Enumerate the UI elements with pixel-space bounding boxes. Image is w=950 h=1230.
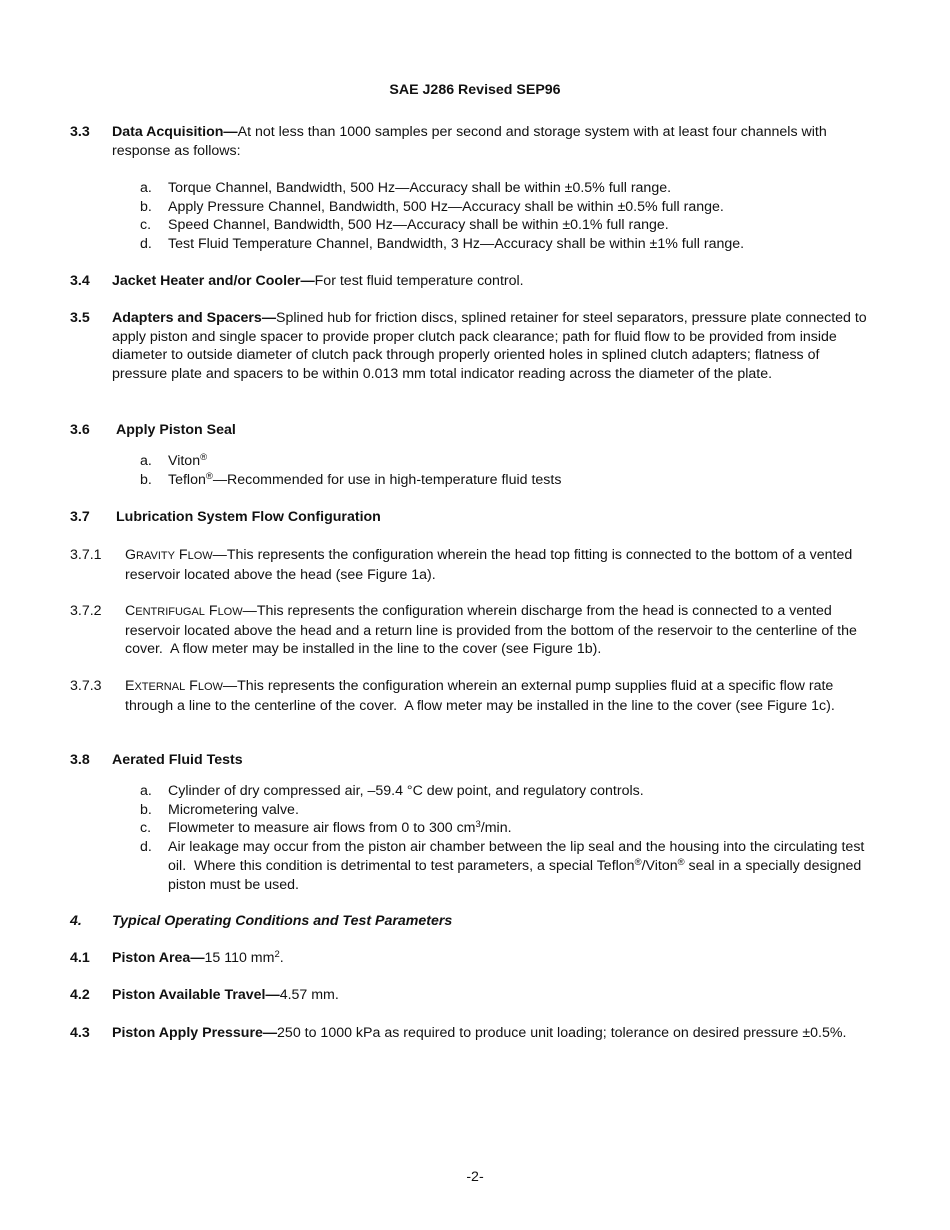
list-label: d.	[140, 839, 152, 856]
section-number: 4.	[70, 913, 82, 929]
small-caps-rest: LOW	[197, 681, 223, 693]
section-number: 3.6	[70, 422, 90, 438]
small-caps-rest: XTERNAL	[134, 681, 186, 693]
aerated-fluid-list	[140, 782, 880, 894]
list-item	[140, 838, 880, 894]
section-number: 4.1	[70, 950, 90, 966]
list-item	[140, 801, 880, 820]
section-text: —This represents the configuration wherein the head top fitting is connected to the bottom of a vented reservoir located above the head (see Figure 1a).	[125, 547, 853, 583]
section-number: 3.7.1	[70, 547, 102, 563]
list-item	[140, 452, 880, 471]
small-caps-rest: ENTRIFUGAL	[135, 606, 205, 618]
list-label: c.	[140, 820, 152, 837]
section-3-6	[70, 421, 876, 440]
list-item	[140, 782, 880, 801]
list-item	[140, 235, 880, 254]
section-paragraph	[112, 123, 876, 160]
section-paragraph	[112, 986, 876, 1005]
section-title: Apply Piston Seal	[116, 422, 236, 438]
section-number: 3.4	[70, 273, 90, 289]
section-text: 250 to 1000 kPa as required to produce unit loading; tolerance on desired pressure ±0.5%.	[277, 1025, 847, 1041]
list-text: Torque Channel, Bandwidth, 500 Hz—Accuracy shall be within ±0.5% full range.	[168, 180, 672, 196]
small-caps-rest: RAVITY	[136, 550, 175, 562]
section-4-3	[70, 1024, 876, 1043]
list-text: Micrometering valve.	[168, 801, 299, 818]
superscript: 3	[475, 819, 481, 831]
section-3-8	[70, 751, 876, 770]
small-caps-initial: C	[125, 603, 136, 619]
section-paragraph	[112, 1024, 876, 1043]
list-text: seal in a specially designed piston must be used.	[168, 857, 862, 893]
section-text: At not less than 1000 samples per second and storage system with at least four channels with response as follows:	[112, 124, 827, 159]
small-caps-rest: LOW	[187, 550, 213, 562]
registered-mark: ®	[200, 452, 208, 463]
section-text: 4.57 mm.	[279, 987, 339, 1003]
list-text: Teflon	[168, 471, 206, 488]
piston-seal-list	[140, 452, 880, 489]
section-title: Piston Available Travel—	[112, 987, 280, 1003]
section-title: Piston Apply Pressure—	[112, 1025, 278, 1041]
list-item	[140, 198, 880, 217]
section-text: —This represents the configuration wherein an external pump supplies fluid at a specific flow rate through a line to the centerline of the cover. A flow meter may be installed in the line to the cover (see Figure 1c).	[125, 678, 835, 714]
list-text: /min.	[480, 820, 512, 837]
section-number: 3.7.3	[70, 678, 102, 694]
small-caps-initial: F	[178, 547, 188, 563]
registered-mark: ®	[677, 856, 685, 868]
section-paragraph	[112, 309, 876, 384]
page-header: SAE J286 Revised SEP96	[389, 82, 561, 98]
list-item	[140, 216, 880, 235]
list-label: a.	[140, 180, 152, 196]
small-caps-initial: G	[125, 547, 137, 563]
section-paragraph	[112, 272, 876, 291]
small-caps-initial: F	[208, 603, 218, 619]
list-text: Air leakage may occur from the piston air chamber between the lip seal and the housing into the circulating test oil. Where this condition is detrimental to test parameters, a special Teflon	[168, 839, 865, 874]
list-item	[140, 471, 880, 490]
section-title: Data Acquisition—	[112, 124, 238, 140]
section-3-7-1	[70, 546, 876, 584]
section-text: Splined hub for friction discs, splined retainer for steel separators, pressure plate connected to apply piston and single spacer to provide proper clutch pack clearance; path for fluid flow to be provided from inside diameter to outside diameter of clutch pack through properly oriented holes in splined clutch adapters; flatness of pressure plate and spacers to be within 0.013 mm total indicator reading across the diameter of the plate.	[112, 310, 867, 383]
list-text: —Recommended for use in high-temperature fluid tests	[212, 471, 562, 488]
section-title: Adapters and Spacers—	[112, 310, 277, 326]
section-text: —This represents the configuration wherein discharge from the head is connected to a vented reservoir located above the head and a return line is provided from the bottom of the reservoir to the centerline of the cover. A flow meter may be installed in the line to the cover (see Figure 1b).	[125, 603, 857, 658]
section-title: Aerated Fluid Tests	[112, 752, 243, 768]
small-caps-initial: E	[125, 678, 135, 694]
section-number: 3.7	[70, 509, 90, 525]
section-4	[70, 912, 876, 931]
section-paragraph	[125, 602, 876, 659]
list-text: Flowmeter to measure air flows from 0 to 300 cm	[168, 820, 476, 837]
list-label: a.	[140, 783, 152, 799]
small-caps-rest: LOW	[217, 606, 243, 618]
section-3-3	[70, 123, 876, 160]
section-title: Jacket Heater and/or Cooler—	[112, 273, 315, 289]
section-title: Typical Operating Conditions and Test Parameters	[112, 913, 453, 929]
small-caps-initial: F	[189, 678, 198, 694]
section-paragraph	[125, 546, 876, 584]
list-label: b.	[140, 198, 152, 215]
section-paragraph	[125, 677, 876, 715]
section-number: 3.5	[70, 310, 90, 326]
list-label: a.	[140, 453, 152, 469]
section-number: 3.7.2	[70, 603, 102, 619]
list-text: Speed Channel, Bandwidth, 500 Hz—Accuracy shall be within ±0.1% full range.	[168, 217, 669, 234]
section-number: 4.3	[70, 1025, 90, 1041]
list-item	[140, 819, 880, 838]
data-acquisition-list	[140, 179, 880, 254]
section-4-2	[70, 986, 876, 1005]
section-paragraph	[112, 949, 876, 968]
section-text: .	[279, 950, 284, 966]
section-3-7-3	[70, 677, 876, 715]
section-text: 15 110 mm	[204, 950, 275, 966]
section-3-5	[70, 309, 876, 384]
section-3-7-2	[70, 602, 876, 659]
section-title: Piston Area—	[112, 950, 205, 966]
list-label: b.	[140, 801, 152, 818]
list-text: Viton	[168, 453, 201, 469]
page-number: -2-	[466, 1169, 484, 1185]
list-label: d.	[140, 236, 152, 253]
superscript: 2	[274, 949, 280, 960]
section-3-4	[70, 272, 876, 291]
section-text: For test fluid temperature control.	[314, 273, 524, 289]
registered-mark: ®	[634, 856, 642, 868]
section-number: 3.8	[70, 752, 90, 768]
list-text: Apply Pressure Channel, Bandwidth, 500 Hz—Accuracy shall be within ±0.5% full range.	[168, 198, 724, 215]
list-text: /Viton	[641, 857, 678, 874]
section-number: 3.3	[70, 124, 90, 140]
section-4-1	[70, 949, 876, 968]
section-number: 4.2	[70, 987, 90, 1003]
list-item	[140, 179, 880, 198]
section-3-7	[70, 508, 876, 527]
registered-mark: ®	[205, 470, 213, 482]
list-label: b.	[140, 471, 152, 488]
list-label: c.	[140, 217, 152, 234]
section-title: Lubrication System Flow Configuration	[116, 509, 381, 525]
list-text: Cylinder of dry compressed air, –59.4 °C dew point, and regulatory controls.	[168, 783, 644, 799]
list-text: Test Fluid Temperature Channel, Bandwidth, 3 Hz—Accuracy shall be within ±1% full range.	[168, 236, 745, 253]
